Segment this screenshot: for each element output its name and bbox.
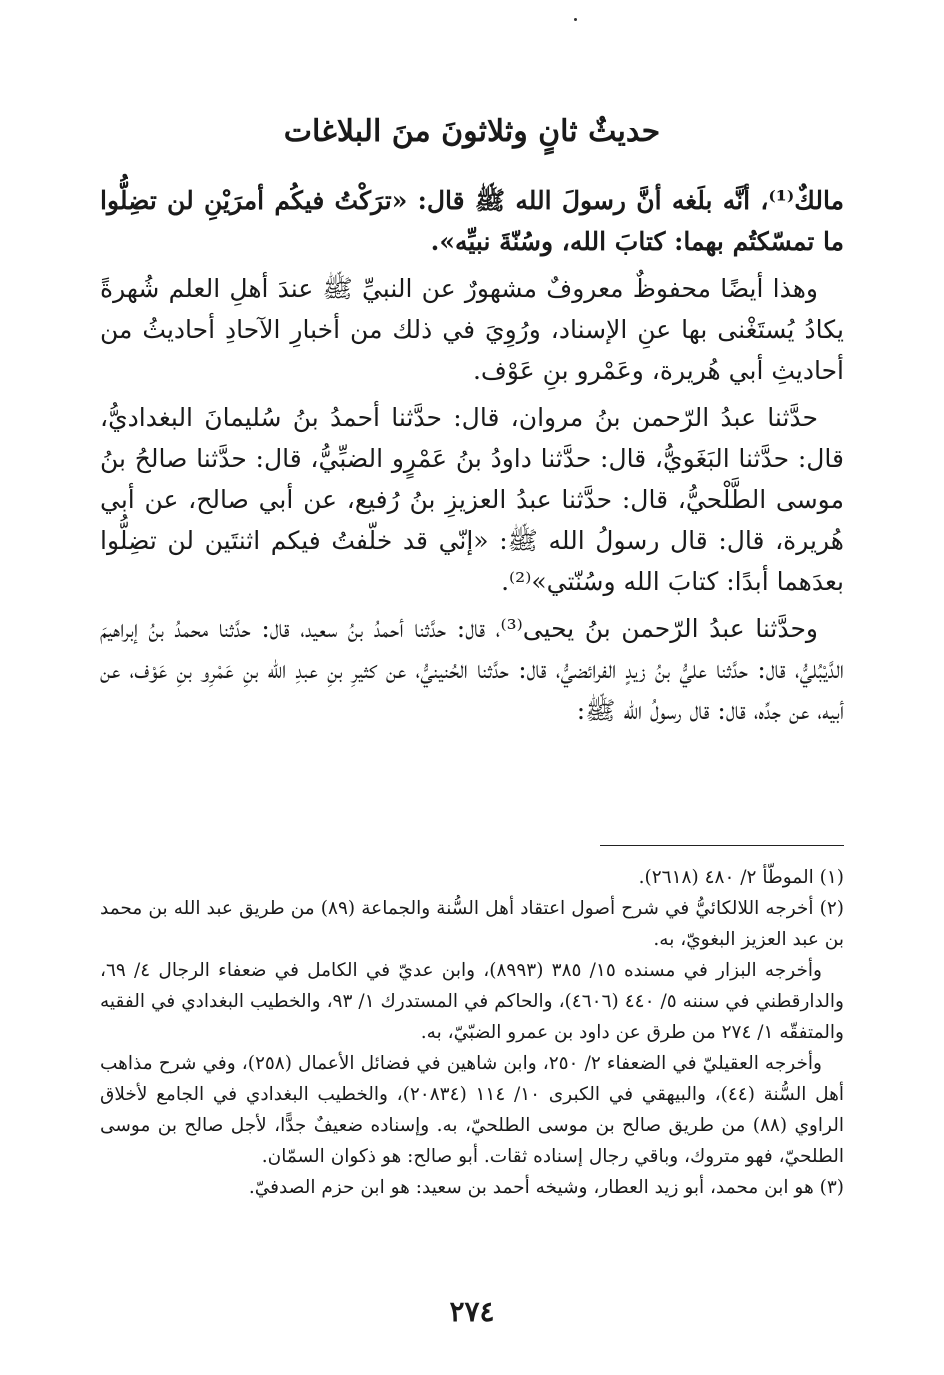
hadith-paragraph: مالكٌ⁽¹⁾، أنَّه بلَغه أنَّ رسولَ الله ﷺ قال: «ترَكْتُ فيكُم أمرَيْنِ لن تضِلُّوا ما تمسّكتُم بهما: كتابَ الله، وسُنّةَ نبيِّه».: [100, 186, 844, 256]
footnote-2-continued: وأخرجه البزار في مسنده ١٥/ ٣٨٥ (٨٩٩٣)، وابن عديّ في الكامل في ضعفاء الرجال ٤/ ٦٩، والدارقطني في سننه ٥/ ٤٤٠ (٤٦٠٦)، والحاكم في المستدرك ١/ ٩٣، والخطيب البغدادي في الفقيه والمتفقّه ١/ ٢٧٤ من طرق عن داود بن عمرو الضبّيّ، به.: [100, 960, 844, 1043]
isnad-paragraph-2: وحدَّثنا عبدُ الرّحمن بنُ يحيى⁽³⁾، قال: حدَّثنا أحمدُ بنُ سعيد، قال: حدَّثنا محمدُ بنُ إبراهيمَ الدَّيْبُليُّ، قال: حدَّثنا عليُّ بنُ زيدٍ الفرائضيُّ، قال: حدَّثنا الحُنينيُّ، عن كثيرِ بنِ عبدِ الله بنِ عَمْرِو بنِ عَوْف، عن أبيه، عن جدِّه، قال: قال رسولُ الله ﷺ:: [100, 614, 844, 725]
main-text: [100, 180, 844, 737]
isnad-paragraph-1: حدَّثنا عبدُ الرّحمن بنُ مروان، قال: حدَّثنا أحمدُ بنُ سُليمانَ البغداديُّ، قال: حدَّثنا البَغَويُّ، قال: حدَّثنا داودُ بنُ عَمْرٍو الضبِّيُّ، قال: حدَّثنا صالحُ بنُ موسى الطَّلْحيُّ، قال: حدَّثنا عبدُ العزيزِ بنُ رُفيع، عن أبي صالح، عن أبي هُريرة، قال: قال رسولُ الله ﷺ: «إنّي قد خلّفتُ فيكم اثنتَين لن تضِلُّوا بعدَهما أبدًا: كتابَ الله وسُنّتي»⁽²⁾.: [100, 403, 844, 596]
commentary-paragraph: وهذا أيضًا محفوظٌ معروفٌ مشهورٌ عن النبيِّ ﷺ عندَ أهلِ العلم شُهرةً يكادُ يُستَغْنى بها عنِ الإسناد، ورُوِيَ في ذلك من أخبارِ الآحادِ أحاديثُ من أحاديثِ أبي هُريرة، وعَمْرو بنِ عَوْف.: [100, 274, 844, 385]
page-number: ٢٧٤: [449, 1295, 495, 1328]
top-dot-mark: [574, 18, 577, 21]
footnote-1: (١) الموطّأ ٢/ ٤٨٠ (٢٦١٨).: [638, 867, 844, 888]
footnote-divider: [600, 845, 844, 846]
footnote-2-continued-2: وأخرجه العقيليّ في الضعفاء ٢/ ٢٥٠، وابن شاهين في فضائل الأعمال (٢٥٨)، وفي شرح مذاهب أهل السُّنة (٤٤)، والبيهقي في الكبرى ١٠/ ١١٤ (٢٠٨٣٤)، والخطيب البغدادي في الجامع لأخلاق الراوي (٨٨) من طريق صالح بن موسى الطلحيّ، به. وإسناده ضعيفٌ جدًّا، لأجل صالح بن موسى الطلحيّ، فهو متروك، وباقي رجال إسناده ثقات. أبو صالح: هو ذكوان السمّان.: [100, 1053, 844, 1167]
footnote-3: (٣) هو ابن محمد، أبو زيد العطار، وشيخه أحمد بن سعيد: هو ابن حزم الصدفيّ.: [248, 1177, 844, 1198]
footnotes: [100, 862, 844, 1203]
page-title: حديثٌ ثانٍ وثلاثونَ منَ البلاغات: [283, 114, 661, 149]
footnote-2: (٢) أخرجه اللالكائيُّ في شرح أصول اعتقاد أهل السُّنة والجماعة (٨٩) من طريق عبد الله بن محمد بن عبد العزيز البغويّ، به.: [100, 898, 844, 950]
